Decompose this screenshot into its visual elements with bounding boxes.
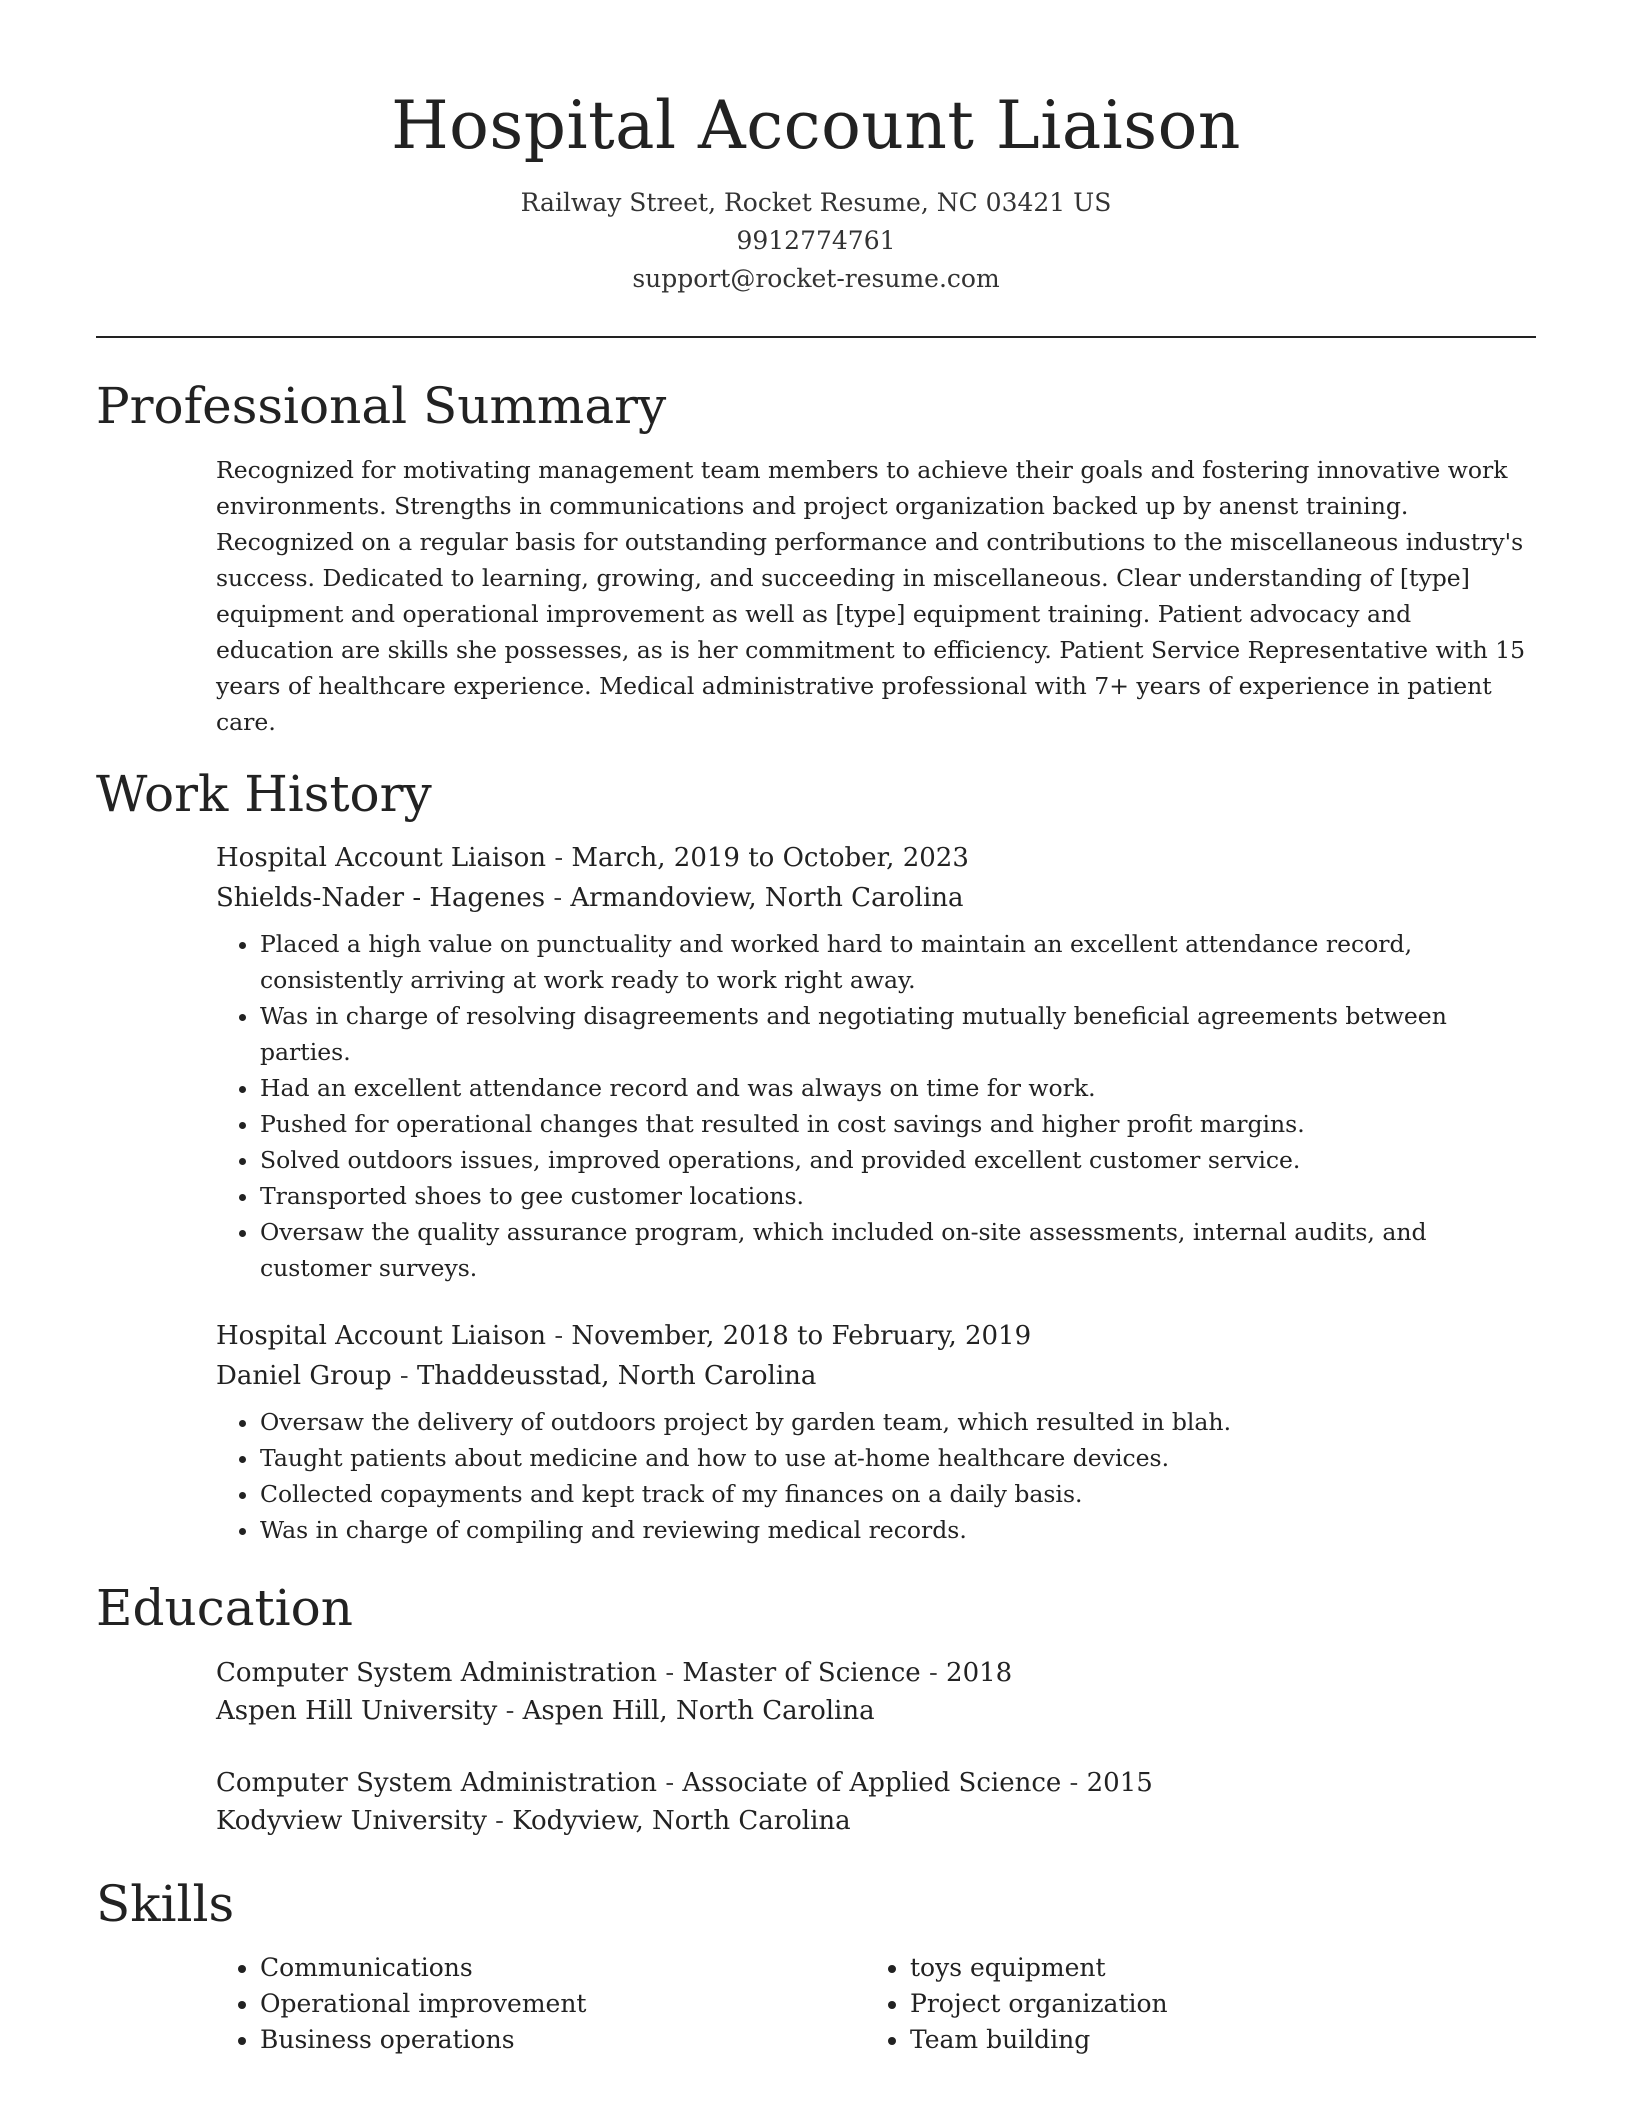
job-title-line xyxy=(216,1316,1536,1356)
separator: - xyxy=(497,1696,523,1726)
education-year: 2015 xyxy=(1086,1768,1153,1798)
header-divider xyxy=(96,336,1536,338)
skill-item: • Operational improvement xyxy=(260,1986,866,2022)
skill-item: • Communications xyxy=(260,1950,866,1986)
job-dates: November, 2018 to February, 2019 xyxy=(571,1321,1032,1351)
skills-list-right xyxy=(866,1950,1516,2058)
list-item: • Pushed for operational changes that resulted in cost savings and higher profit margins. xyxy=(260,1106,1536,1142)
separator: - xyxy=(1061,1768,1087,1798)
job-company-line xyxy=(216,1356,1536,1396)
education-degree: Associate of Applied Science xyxy=(682,1768,1062,1798)
list-item: • Solved outdoors issues, improved operations, and provided excellent customer service. xyxy=(260,1142,1536,1178)
job-dates: March, 2019 to October, 2023 xyxy=(571,843,969,873)
contact-phone: 9912774761 xyxy=(736,226,896,255)
education-field: Computer System Administration xyxy=(216,1658,658,1688)
skill-item: • Project organization xyxy=(910,1986,1516,2022)
job-company: Daniel Group xyxy=(216,1361,392,1391)
list-item: • Taught patients about medicine and how to use at-home healthcare devices. xyxy=(260,1440,1536,1476)
education-section xyxy=(96,1578,1536,1840)
separator: - xyxy=(546,843,572,873)
list-item: • Oversaw the quality assurance program, which included on-site assessments, internal audits, and customer surveys. xyxy=(260,1214,1536,1286)
education-entry xyxy=(216,1654,1536,1730)
job-bullets xyxy=(216,1404,1536,1548)
job-location: Armandoview, North Carolina xyxy=(570,883,964,913)
list-item: • Placed a high value on punctuality and worked hard to maintain an excellent attendance record, consistently arriving at work ready to work right away. xyxy=(260,926,1536,998)
education-year: 2018 xyxy=(946,1658,1013,1688)
summary-section xyxy=(96,376,1536,740)
separator: - xyxy=(391,1361,417,1391)
job-entry xyxy=(216,1316,1536,1548)
summary-title: Professional Summary xyxy=(96,377,667,435)
job-bullets xyxy=(216,926,1536,1286)
education-degree-line xyxy=(216,1654,1536,1692)
contact-block xyxy=(96,184,1536,298)
summary-text: Recognized for motivating management team members to achieve their goals and fostering innovative work environments. Strengths in communications and project organization backed up by anenst training. Recognized on a regular basis for outstanding performance and contributions to the miscellaneous industry's success. Dedicated to learning, growing, and succeeding in miscellaneous. Clear understanding of [type] equipment and operational improvement as well as [type] equipment training. Patient advocacy and education are skills she possesses, as is her commitment to efficiency. Patient Service Representative with 15 years of healthcare experience. Medical administrative professional with 7+ years of experience in patient care. xyxy=(216,456,1526,736)
contact-address: Railway Street, Rocket Resume, NC 03421 US xyxy=(520,188,1112,217)
skill-item: • Business operations xyxy=(260,2022,866,2058)
work-history-section xyxy=(96,764,1536,1548)
job-company: Shields-Nader - Hagenes xyxy=(216,883,546,913)
separator: - xyxy=(920,1658,947,1688)
education-location: Kodyview, North Carolina xyxy=(512,1806,851,1836)
list-item: • Transported shoes to gee customer locations. xyxy=(260,1178,1536,1214)
education-school-line xyxy=(216,1692,1536,1730)
candidate-name: Hospital Account Liaison xyxy=(391,87,1241,164)
list-item: • Collected copayments and kept track of my finances on a daily basis. xyxy=(260,1476,1536,1512)
list-item: • Oversaw the delivery of outdoors project by garden team, which resulted in blah. xyxy=(260,1404,1536,1440)
education-school: Aspen Hill University xyxy=(216,1696,498,1726)
resume-header xyxy=(96,0,1536,298)
job-entry xyxy=(216,838,1536,1286)
skills-list-left xyxy=(216,1950,866,2058)
skills-section xyxy=(96,1874,1536,2058)
job-role: Hospital Account Liaison xyxy=(216,1321,547,1351)
list-item: • Was in charge of compiling and reviewing medical records. xyxy=(260,1512,1536,1548)
separator: - xyxy=(486,1806,513,1836)
separator: - xyxy=(657,1768,683,1798)
job-company-line xyxy=(216,878,1536,918)
education-school: Kodyview University xyxy=(216,1806,487,1836)
skills-grid xyxy=(216,1950,1516,2058)
skills-title: Skills xyxy=(96,1875,235,1933)
work-history-title: Work History xyxy=(96,765,432,823)
education-title: Education xyxy=(96,1579,353,1637)
contact-email: support@rocket-resume.com xyxy=(632,264,1000,293)
education-entry xyxy=(216,1764,1536,1840)
separator: - xyxy=(546,1321,572,1351)
education-degree: Master of Science xyxy=(682,1658,921,1688)
separator: - xyxy=(657,1658,683,1688)
education-school-line xyxy=(216,1802,1536,1840)
job-role: Hospital Account Liaison xyxy=(216,843,547,873)
job-title-line xyxy=(216,838,1536,878)
skill-item: • Team building xyxy=(910,2022,1516,2058)
job-location: Thaddeusstad, North Carolina xyxy=(416,1361,817,1391)
separator: - xyxy=(545,883,571,913)
list-item: • Had an excellent attendance record and was always on time for work. xyxy=(260,1070,1536,1106)
skill-item: • toys equipment xyxy=(910,1950,1516,1986)
list-item: • Was in charge of resolving disagreements and negotiating mutually beneficial agreements between parties. xyxy=(260,998,1536,1070)
education-field: Computer System Administration xyxy=(216,1768,658,1798)
education-degree-line xyxy=(216,1764,1536,1802)
education-location: Aspen Hill, North Carolina xyxy=(522,1696,875,1726)
